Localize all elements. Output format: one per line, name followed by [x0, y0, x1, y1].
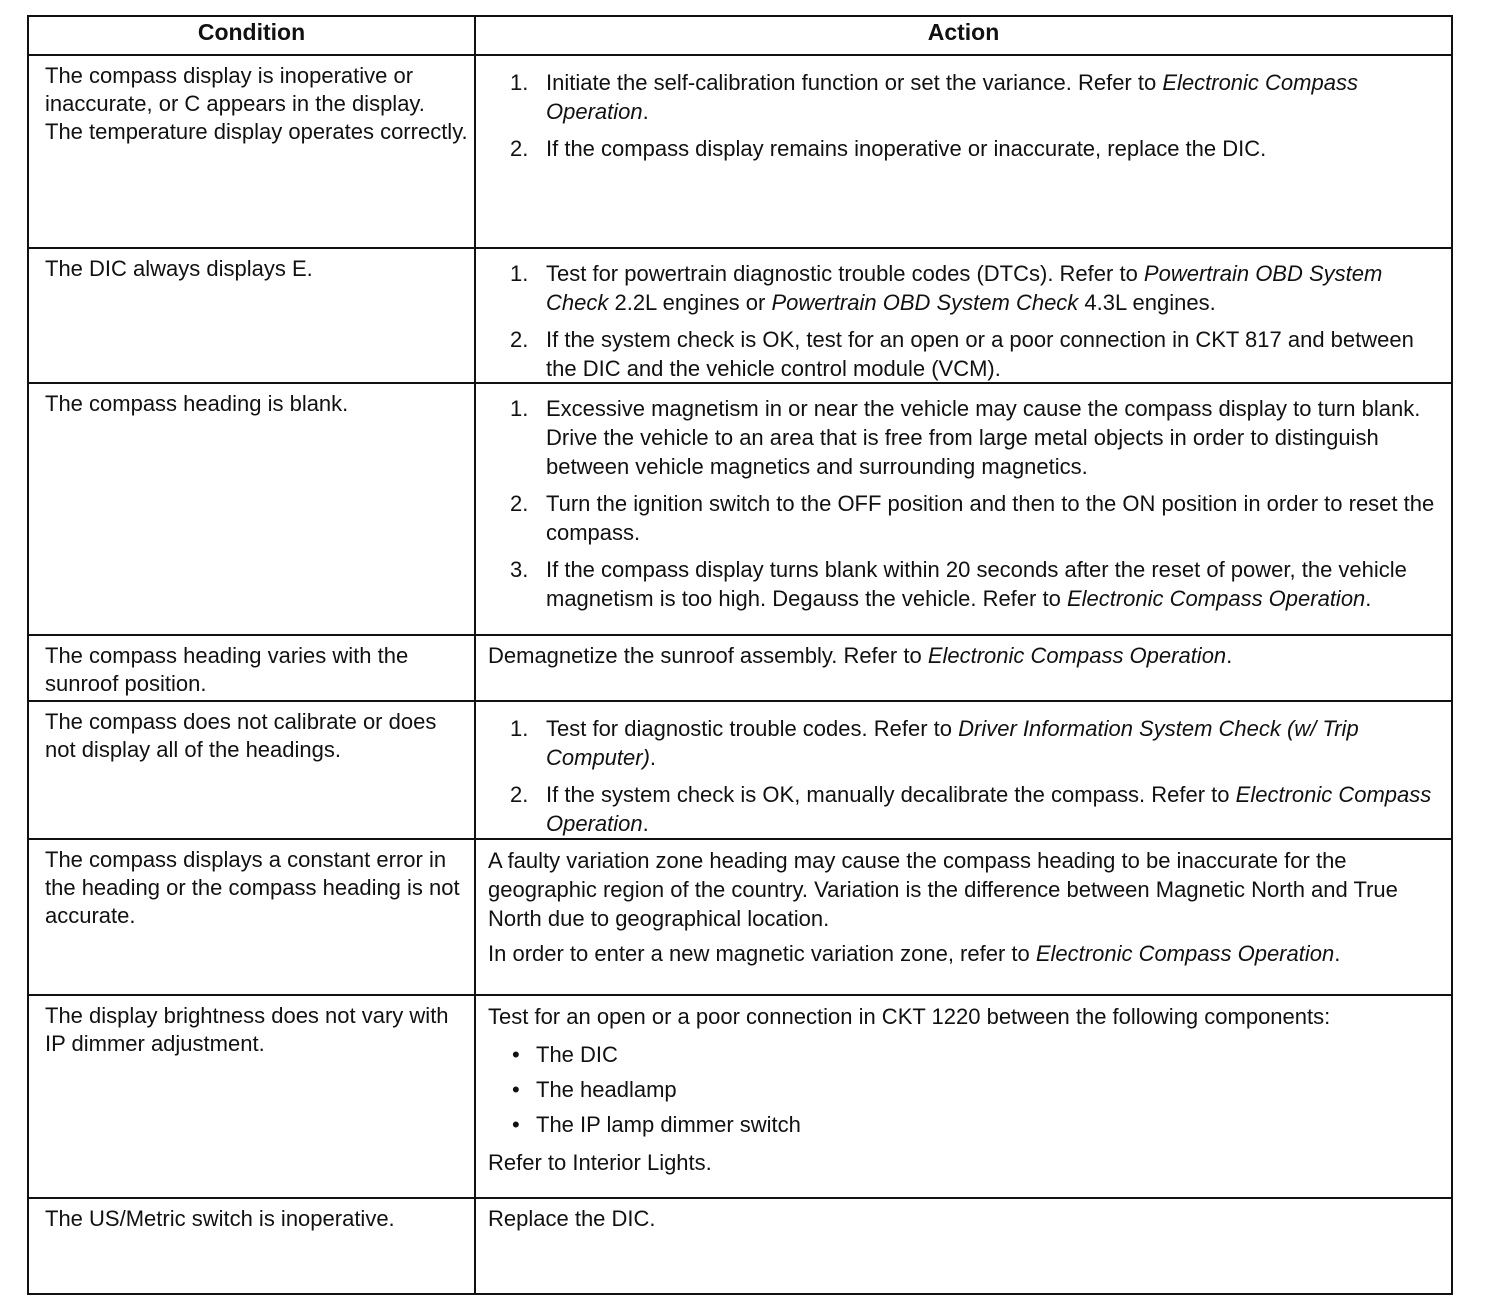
- action-step: 2. If the compass display remains inoperative or inaccurate, replace the DIC.: [510, 136, 1267, 161]
- list-item: • The headlamp: [512, 1077, 677, 1102]
- table-header-row: [29, 17, 1451, 54]
- table-row: [29, 838, 1451, 994]
- list-item: • The DIC: [512, 1042, 618, 1067]
- table-row: [29, 994, 1451, 1197]
- condition-header: Condition: [29, 17, 476, 54]
- action-step: 1. Excessive magnetism in or near the vehicle may cause the compass display to turn blank. Drive the vehicle to an area that is free from large metal objects in order to distinguish between vehicle magnetics and surrounding magnetics.: [510, 396, 1421, 479]
- troubleshooting-table: [27, 15, 1453, 1295]
- condition-cell: The DIC always displays E.: [29, 249, 476, 382]
- action-paragraph: A faulty variation zone heading may cause the compass heading to be inaccurate for the geographic region of the country. Variation is the difference between Magnetic North and True North due to geographical location.: [488, 848, 1398, 931]
- action-step: 2. Turn the ignition switch to the OFF position and then to the ON position in order to reset the compass.: [510, 491, 1435, 545]
- action-paragraph: Refer to Interior Lights.: [488, 1150, 712, 1175]
- action-cell: [476, 996, 1451, 1197]
- condition-cell: The compass displays a constant error in the heading or the compass heading is not accurate.: [29, 840, 476, 994]
- action-cell: [476, 249, 1451, 382]
- condition-cell: The compass heading varies with the sunroof position.: [29, 636, 476, 700]
- action-paragraph: In order to enter a new magnetic variation zone, refer to Electronic Compass Operation.: [488, 941, 1341, 966]
- action-step: 1. Test for diagnostic trouble codes. Refer to Driver Information System Check (w/ Trip Computer).: [510, 716, 1359, 770]
- table-row: [29, 54, 1451, 247]
- condition-cell: The US/Metric switch is inoperative.: [29, 1199, 476, 1293]
- table-row: [29, 634, 1451, 700]
- component-list: [488, 1037, 1445, 1142]
- action-header: Action: [927, 19, 1000, 45]
- action-step: 2. If the system check is OK, manually decalibrate the compass. Refer to Electronic Compass Operation.: [510, 782, 1432, 836]
- action-cell: [476, 840, 1451, 994]
- action-cell: [476, 384, 1451, 634]
- action-paragraph: Test for an open or a poor connection in CKT 1220 between the following components:: [488, 1004, 1331, 1029]
- table-row: [29, 700, 1451, 838]
- table-row: [29, 1197, 1451, 1293]
- condition-cell: The compass does not calibrate or does not display all of the headings.: [29, 702, 476, 838]
- condition-cell: The compass display is inoperative or inaccurate, or C appears in the display. The temperature display operates correctly.: [29, 56, 476, 247]
- condition-cell: The compass heading is blank.: [29, 384, 476, 634]
- action-cell: [476, 56, 1451, 247]
- condition-cell: The display brightness does not vary with IP dimmer adjustment.: [29, 996, 476, 1197]
- table-row: [29, 247, 1451, 382]
- action-cell: Replace the DIC.: [488, 1206, 656, 1231]
- action-step: 1. Initiate the self-calibration function or set the variance. Refer to Electronic Compass Operation.: [510, 70, 1358, 124]
- action-cell: [476, 702, 1451, 838]
- table-row: [29, 382, 1451, 634]
- list-item: • The IP lamp dimmer switch: [512, 1112, 801, 1137]
- action-step: 1. Test for powertrain diagnostic trouble codes (DTCs). Refer to Powertrain OBD System Check 2.2L engines or Powertrain OBD System Check 4.3L engines.: [510, 261, 1383, 315]
- action-step: 3. If the compass display turns blank within 20 seconds after the reset of power, the vehicle magnetism is too high. Degauss the vehicle. Refer to Electronic Compass Operation.: [510, 557, 1407, 611]
- action-step: 2. If the system check is OK, test for an open or a poor connection in CKT 817 and between the DIC and the vehicle control module (VCM).: [510, 327, 1414, 381]
- action-cell: Demagnetize the sunroof assembly. Refer to Electronic Compass Operation.: [488, 643, 1233, 668]
